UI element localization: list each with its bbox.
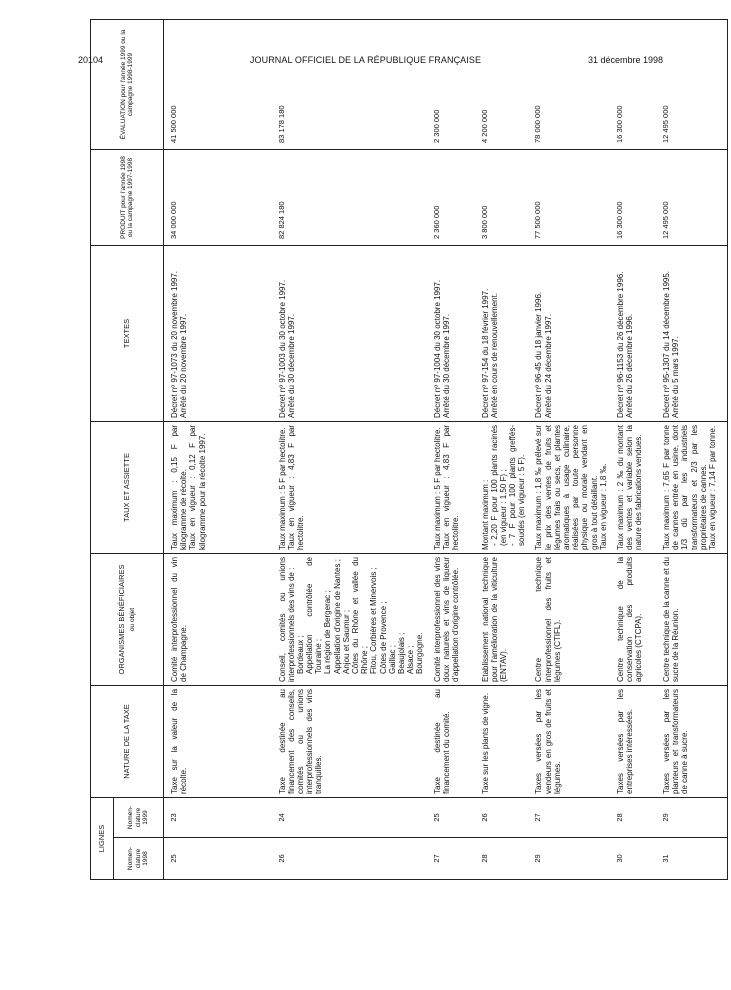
taux-cell-line: Taux en vigueur : 4,83 F par hectolitre. — [286, 424, 305, 550]
organismes-cell-line: Bordeaux ; — [295, 635, 305, 674]
textes-cell-line: Décret nº 95-1307 du 14 décembre 1995. — [661, 270, 671, 418]
organismes-cell: Centre technique interprofessionnel des fruits et légumes (CTIFL). — [528, 553, 610, 685]
empty-cell — [719, 797, 728, 837]
evaluation-cell: 83 178 180 — [272, 19, 427, 149]
nomenclature-1998-cell: 29 — [528, 838, 610, 880]
nomenclature-1999-cell: 26 — [475, 797, 529, 837]
textes-cell — [475, 245, 529, 421]
textes-cell-line: Arrêté du 30 décembre 1997. — [286, 313, 296, 418]
empty-cell — [719, 19, 728, 149]
nomenclature-1999-cell: 24 — [272, 797, 427, 837]
textes-cell-line: Arrêté du 24 décembre 1997. — [543, 313, 553, 418]
table-row — [610, 19, 656, 879]
nomenclature-1998-cell: 31 — [656, 838, 719, 880]
issue-date: 31 décembre 1998 — [587, 55, 663, 65]
organismes-cell-line: Fitou, Corbières et Minervois ; — [369, 567, 379, 674]
header-taux: TAUX ET ASSIETTE — [91, 421, 164, 553]
textes-cell — [164, 245, 272, 421]
header-nature: NATURE DE LA TAXE — [91, 685, 164, 797]
produit-cell: 12 495 000 — [656, 149, 719, 245]
organismes-cell-line: Côtes du Rhône et vallée du Rhône ; — [351, 556, 370, 674]
taux-cell-line: Taux en vigueur : 7,14 F par tonne. — [707, 425, 717, 550]
header-nomenclature-1998: Nomen-clature 1998 — [114, 838, 164, 880]
nature-cell: Taxes versées par les entreprises intéressées. — [610, 685, 656, 797]
organismes-cell-line: La région de Bergerac ; — [323, 590, 333, 674]
textes-cell-line: Arrêté en cours de renouvellement. — [489, 293, 499, 418]
textes-cell-line: Arrêté du 20 novembre 1997. — [179, 313, 189, 418]
header-organismes-sub: ou objet — [128, 607, 136, 632]
header-organismes-title: ORGANISMES BÉNÉFICIAIRES — [116, 564, 126, 675]
header-textes: TEXTES — [91, 245, 164, 421]
nature-cell: Taxe sur la valeur de la récolte. — [164, 685, 272, 797]
textes-cell-line: Décret nº 96-1153 du 26 décembre 1996. — [615, 271, 625, 418]
taux-cell-line: Taux maximum : 7,65 F par tonne de cannes entrée en usine, dont 1/3 dû par les industriels transformateurs et 2/3 par les propriétaires de cannes. — [661, 424, 708, 550]
textes-cell — [656, 245, 719, 421]
header-organismes — [91, 553, 164, 685]
organismes-cell-line: Côtes de Provence ; — [378, 601, 388, 674]
taux-cell-line: Taux maximum : 5 F par hectolitre. — [277, 427, 287, 550]
table-row-filler — [719, 19, 728, 879]
nomenclature-1998-cell: 30 — [610, 838, 656, 880]
nomenclature-1998-cell: 27 — [427, 838, 475, 880]
header-evaluation: ÉVALUATION pour l'année 1999 ou la campagne 1998-1999 — [91, 19, 164, 149]
taux-cell-line: - 2,20 F pour 100 plants racinés (en vigueur : 1,50 F) ; — [489, 424, 508, 546]
produit-cell: 77 500 000 — [528, 149, 610, 245]
evaluation-cell: 2 300 000 — [427, 19, 475, 149]
taux-cell — [272, 421, 427, 553]
nature-cell: Taxe sur les plants de vigne. — [475, 685, 529, 797]
taux-cell — [475, 421, 529, 553]
taux-cell — [164, 421, 272, 553]
nomenclature-1999-cell: 29 — [656, 797, 719, 837]
header-nomenclature-1999: Nomen-clature 1999 — [114, 797, 164, 837]
organismes-cell-line: Conseil, comités ou unions interprofessionnels des vins de : — [277, 556, 296, 682]
taux-cell-line: Taux maximum : 0,15 F par kilogramme de récolte. — [170, 424, 189, 550]
taux-cell — [528, 421, 610, 553]
organismes-cell: Comité interprofessionnel des vins doux naturels et vins de liqueur d'appellation d'origine contrôlée. — [427, 553, 475, 685]
empty-cell — [719, 685, 728, 797]
nomenclature-1999-cell: 27 — [528, 797, 610, 837]
page-number: 20104 — [78, 55, 104, 65]
taux-cell-line: Taux en vigueur : 1,8 ‰. — [598, 463, 608, 550]
nature-cell: Taxe destinée au financement du comité. — [427, 685, 475, 797]
empty-cell — [719, 149, 728, 245]
nature-cell: Taxe destinée au financement des conseils, comités ou unions interprofessionnels des vins tranquilles. — [272, 685, 427, 797]
organismes-cell-line: Beaujolais ; — [396, 632, 406, 674]
nomenclature-1999-cell: 28 — [610, 797, 656, 837]
organismes-cell — [272, 553, 427, 685]
textes-cell — [272, 245, 427, 421]
organismes-cell: Centre technique de la conservation des produits agricoles (CTCPA). — [610, 553, 656, 685]
taux-cell — [427, 421, 475, 553]
nomenclature-1998-cell: 26 — [272, 838, 427, 880]
produit-cell: 82 824 180 — [272, 149, 427, 245]
taux-cell-line: Taux maximum : 2 ‰ du montant des ventes et variable selon la nature des fabrications vendues. — [615, 424, 644, 550]
evaluation-cell: 16 300 000 — [610, 19, 656, 149]
empty-cell — [719, 421, 728, 553]
table-row — [427, 19, 475, 879]
taux-cell-line: Montant maximum : — [480, 479, 490, 550]
table-row — [656, 19, 719, 879]
nomenclature-1999-cell: 25 — [427, 797, 475, 837]
textes-cell-line: Arrêté du 30 décembre 1997. — [441, 313, 451, 418]
taux-cell-line: Taux en vigueur : 0,12 F par kilogramme pour la récolte 1997. — [188, 424, 207, 550]
taux-cell — [656, 421, 719, 553]
organismes-cell-line: Anjou et Saumur ; — [341, 609, 351, 674]
empty-cell — [719, 245, 728, 421]
textes-cell-line: Décret nº 96-45 du 18 janvier 1996. — [534, 291, 544, 418]
nomenclature-1999-cell: 23 — [164, 797, 272, 837]
nomenclature-1998-cell: 28 — [475, 838, 529, 880]
nature-cell: Taxes versées par les vendeurs en gros de fruits et légumes. — [528, 685, 610, 797]
organismes-cell-line: Gaillac ; — [387, 645, 397, 674]
table-body — [164, 19, 728, 879]
textes-cell-line: Arrêté du 5 mars 1997. — [671, 336, 681, 418]
organismes-cell: Comité interprofessionnel du vin de Champagne. — [164, 553, 272, 685]
produit-cell: 34 000 000 — [164, 149, 272, 245]
textes-cell — [610, 245, 656, 421]
table-row — [475, 19, 529, 879]
organismes-cell-line: Appellation d'origine de Nantes ; — [332, 559, 342, 674]
table-row — [272, 19, 427, 879]
evaluation-cell: 4 200 000 — [475, 19, 529, 149]
textes-cell-line: Décret nº 97-154 du 18 février 1997. — [480, 288, 490, 418]
taux-cell — [610, 421, 656, 553]
taux-cell-line: Taux maximum : 5 F par hectolitre. — [432, 427, 442, 550]
organismes-cell: Etablissement national technique pour l'amélioration de la viticulture (ENTAV). — [475, 553, 529, 685]
evaluation-cell: 12 495 000 — [656, 19, 719, 149]
empty-cell — [719, 838, 728, 880]
evaluation-cell: 41 500 000 — [164, 19, 272, 149]
textes-cell — [528, 245, 610, 421]
produit-cell: 16 300 000 — [610, 149, 656, 245]
textes-cell-line: Décret nº 97-1003 du 30 octobre 1997. — [277, 279, 287, 418]
table-row — [528, 19, 610, 879]
produit-cell: 3 800 000 — [475, 149, 529, 245]
produit-cell: 2 360 000 — [427, 149, 475, 245]
organismes-cell-line: Appellation contrôlée de Touraine ; — [305, 556, 324, 674]
taux-cell-line: Taux en vigueur : 4,83 F par hectolitre. — [441, 424, 460, 550]
header-lignes: LIGNES — [91, 797, 114, 879]
textes-cell-line: Arrêté du 26 décembre 1996. — [625, 313, 635, 418]
tax-table — [90, 19, 728, 880]
organismes-cell-line: Bourgogne. — [415, 632, 425, 674]
empty-cell — [719, 553, 728, 685]
evaluation-cell: 78 000 000 — [528, 19, 610, 149]
journal-title: JOURNAL OFFICIEL DE LA RÉPUBLIQUE FRANÇAISE — [249, 55, 482, 65]
header-produit: PRODUIT pour l'année 1998 ou la campagne 1997-1998 — [91, 149, 164, 245]
taux-cell-line: - 7 F pour 100 plants greffés-soudés (en vigueur : 5 F). — [508, 424, 527, 546]
textes-cell-line: Décret nº 97-1073 du 20 novembre 1997. — [170, 270, 179, 418]
textes-cell-line: Décret nº 97-1004 du 30 octobre 1997. — [432, 279, 442, 418]
table-row — [164, 19, 272, 879]
organismes-cell: Centre technique de la canne et du sucre de la Réunion. — [656, 553, 719, 685]
nature-cell: Taxes versées par les planteurs et transformateurs de canne à sucre. — [656, 685, 719, 797]
rotated-table-wrapper — [90, 20, 717, 880]
nomenclature-1998-cell: 25 — [164, 838, 272, 880]
organismes-cell-line: Alsace ; — [406, 645, 416, 674]
taux-cell-line: Taux maximum : 1,8 ‰ prélevé sur le prix des ventes de fruits et légumes frais ou secs, et plantes aromatiques à usage culinaire, réalisées par toute personne physique ou morale vendant en gros à tout détaillant. — [534, 424, 599, 550]
textes-cell — [427, 245, 475, 421]
